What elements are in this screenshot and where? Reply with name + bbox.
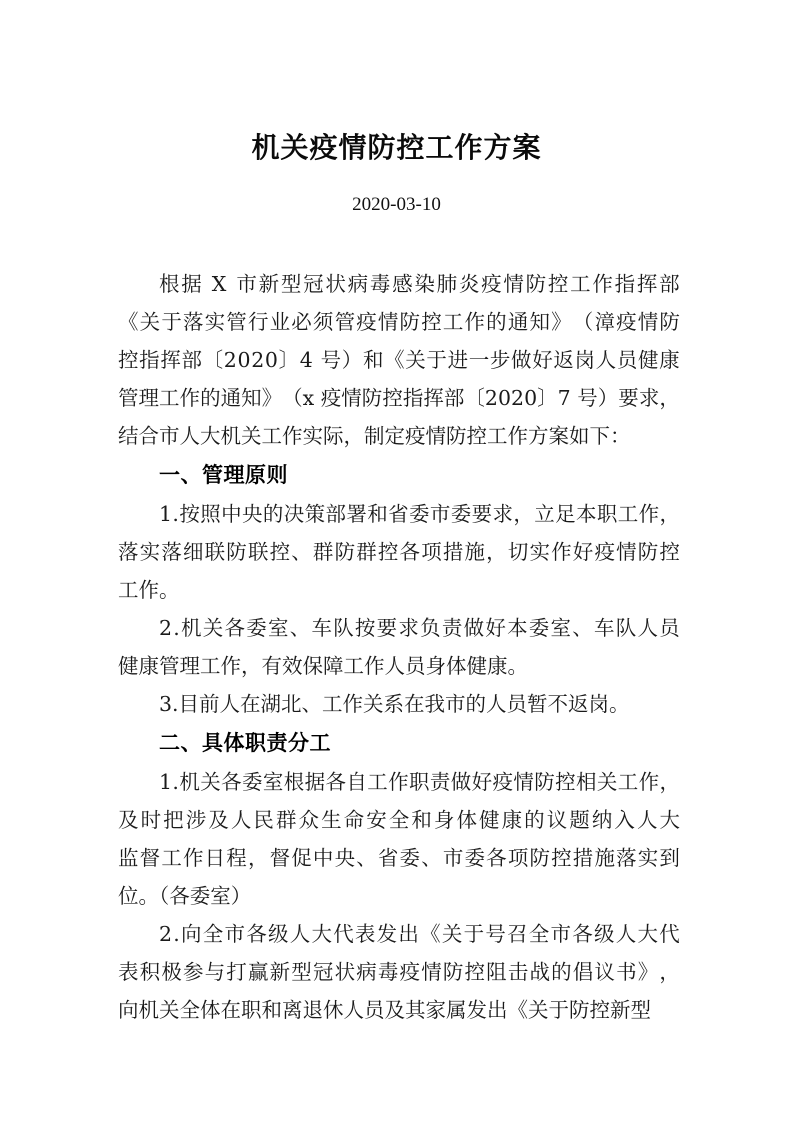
page-title: 机关疫情防控工作方案 xyxy=(251,131,542,164)
text-line: 健康管理工作，有效保障工作人员身体健康。 xyxy=(118,654,528,678)
text-line: 落 实 落 细 联 防 联 控 、 群 防 群 控 各 项 措 施 ， 切 实 作 好 疫 情 防 控 xyxy=(118,540,680,564)
text-line: 工作。 xyxy=(118,578,180,602)
document-date: 2020-03-10 xyxy=(352,194,441,215)
text-line: 位。（各委室） xyxy=(118,884,252,908)
text-line: 《 关 于 落 实 管 行 业 必 须 管 疫 情 防 控 工 作 的 通 知 》 （ 漳 疫 情 防 xyxy=(118,310,680,334)
text-line: 1 . 按 照 中 央 的 决 策 部 署 和 省 委 市 委 要 求 ， 立 足 本 职 工 作 ， xyxy=(159,502,680,526)
text-line: 管 理 工 作 的 通 知 》 （ x 疫 情 防 控 指 挥 部 〔 2 0 2 0 〕 7 号 ） 要 求 ， xyxy=(118,386,680,410)
text-line: 2 . 机 关 各 委 室 、 车 队 按 要 求 负 责 做 好 本 委 室 、 车 队 人 员 xyxy=(159,616,680,640)
section-heading: 二、具体职责分工 xyxy=(159,731,331,755)
text-line: 根 据 X 市 新 型 冠 状 病 毒 感 染 肺 炎 疫 情 防 控 工 作 指 挥 部 xyxy=(159,272,680,296)
document-body xyxy=(118,265,680,1029)
text-line: 监 督 工 作 日 程 ， 督 促 中 央 、 省 委 、 市 委 各 项 防 控 措 施 落 实 到 xyxy=(118,846,680,870)
text-line: 3.目前人在湖北、工作关系在我市的人员暂不返岗。 xyxy=(159,692,630,716)
text-line: 1 . 机 关 各 委 室 根 据 各 自 工 作 职 责 做 好 疫 情 防 控 相 关 工 作 ， xyxy=(159,770,680,794)
text-line: 表 积 极 参 与 打 赢 新 型 冠 状 病 毒 疫 情 防 控 阻 击 战 的 倡 议 书 》 ， xyxy=(118,960,680,984)
text-line: 2 . 向 全 市 各 级 人 大 代 表 发 出 《 关 于 号 召 全 市 各 级 人 大 代 xyxy=(159,922,680,946)
section-heading: 一、管理原则 xyxy=(159,463,288,487)
text-line: 控 指 挥 部 〔 2 0 2 0 〕 4 号 ） 和 《 关 于 进 一 步 做 好 返 岗 人 员 健 康 xyxy=(118,348,680,372)
text-line: 及 时 把 涉 及 人 民 群 众 生 命 安 全 和 身 体 健 康 的 议 题 纳 入 人 大 xyxy=(118,808,680,832)
text-line: 结合市人大机关工作实际，制定疫情防控工作方案如下： xyxy=(118,424,631,448)
text-line: 向机关全体在职和离退休人员及其家属发出《关于防控新型 xyxy=(118,998,651,1022)
